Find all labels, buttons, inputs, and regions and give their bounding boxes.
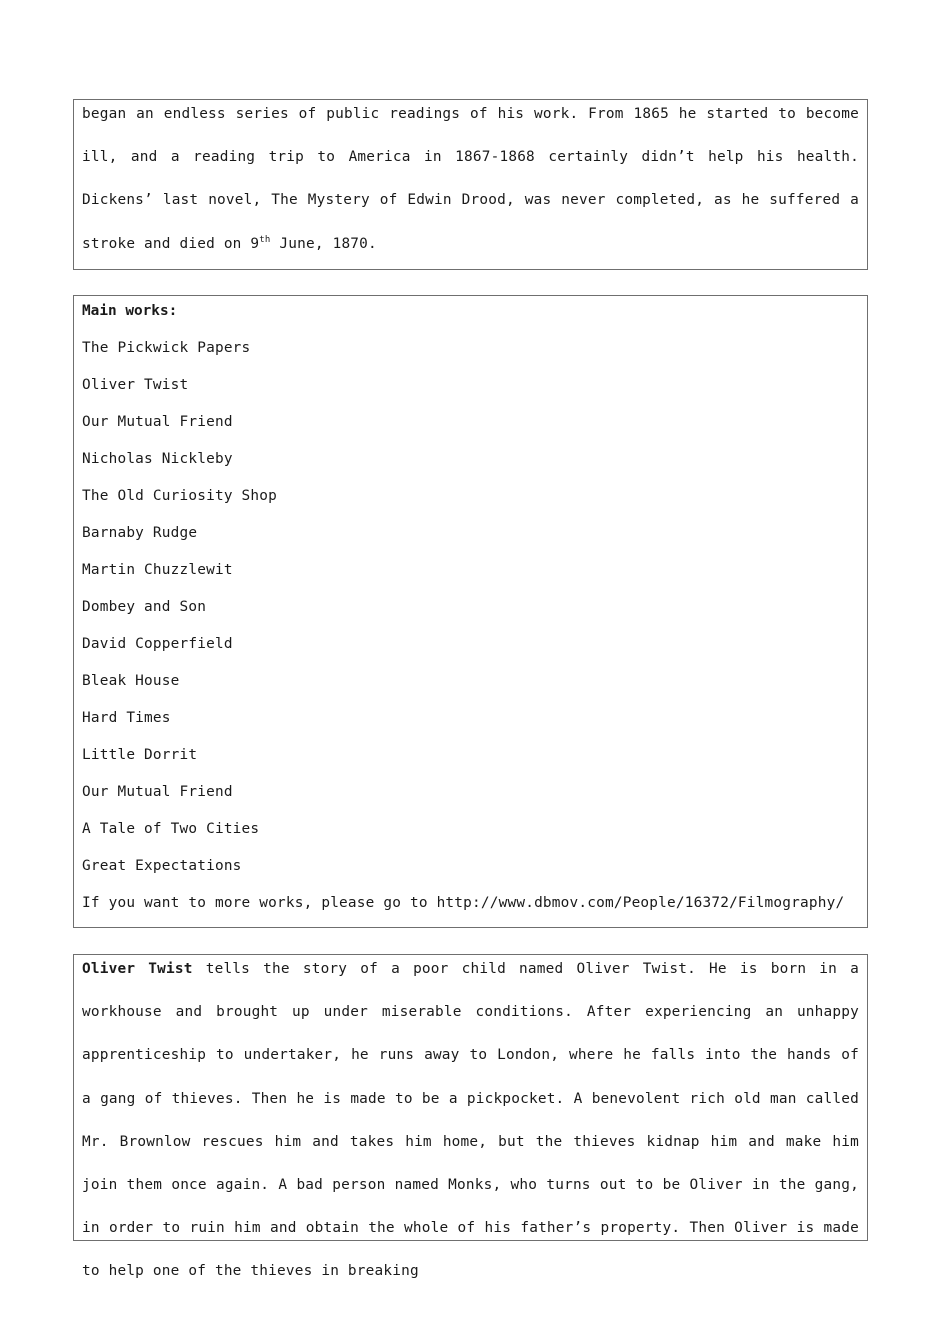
work-item: Little Dorrit — [82, 747, 198, 763]
work-item: Great Expectations — [82, 858, 242, 874]
work-item: Our Mutual Friend — [82, 784, 233, 800]
main-works-heading: Main works: — [82, 303, 178, 319]
more-works-line — [82, 885, 859, 922]
oliver-twist-paragraph — [82, 948, 859, 1294]
filmography-link[interactable]: http://www.dbmov.com/People/16372/Filmography/ — [436, 895, 845, 911]
work-item: Oliver Twist — [82, 377, 189, 393]
work-item: Martin Chuzzlewit — [82, 562, 233, 578]
work-item: David Copperfield — [82, 636, 233, 652]
work-item: Nicholas Nickleby — [82, 451, 233, 467]
biography-date-end: June, 1870. — [270, 235, 377, 252]
oliver-twist-box — [73, 954, 868, 1280]
work-item: Barnaby Rudge — [82, 525, 198, 541]
biography-text: began an endless series of public readings of his work. From 1865 he started to become ill, and a reading trip to America in 1867-1868 certainly didn’t help his health. Dickens’ last novel, The Mystery of Edwin Drood, was never completed, as he suffered a stroke and died on 9 — [82, 106, 859, 252]
more-works-text: If you want to more works, please go to — [82, 895, 437, 911]
work-item: Bleak House — [82, 673, 180, 689]
work-item: Our Mutual Friend — [82, 414, 233, 430]
main-works-box — [73, 295, 868, 928]
work-item: The Pickwick Papers — [82, 340, 251, 356]
works-list — [82, 330, 859, 885]
biography-paragraph — [82, 93, 859, 266]
work-item: Dombey and Son — [82, 599, 207, 615]
biography-box — [73, 99, 868, 270]
work-item: The Old Curiosity Shop — [82, 488, 278, 504]
work-item: A Tale of Two Cities — [82, 821, 260, 837]
work-item: Hard Times — [82, 710, 171, 726]
oliver-twist-title: Oliver Twist — [82, 961, 193, 977]
date-superscript: th — [259, 234, 271, 245]
oliver-twist-summary: tells the story of a poor child named Oliver Twist. He is born in a workhouse and brought up under miserable conditions. After experiencing an unhappy apprenticeship to undertaker, he runs away to London, where he falls into the hands of a gang of thieves. Then he is made to be a pickpocket. A benevolent rich old man called Mr. Brownlow rescues him and takes him home, but the thieves kidnap him and make him join them once again. A bad person named Monks, who turns out to be Oliver in the gang, in order to ruin him and obtain the whole of his father’s property. Then Oliver is made to help one of the thieves in breaking — [82, 961, 859, 1280]
